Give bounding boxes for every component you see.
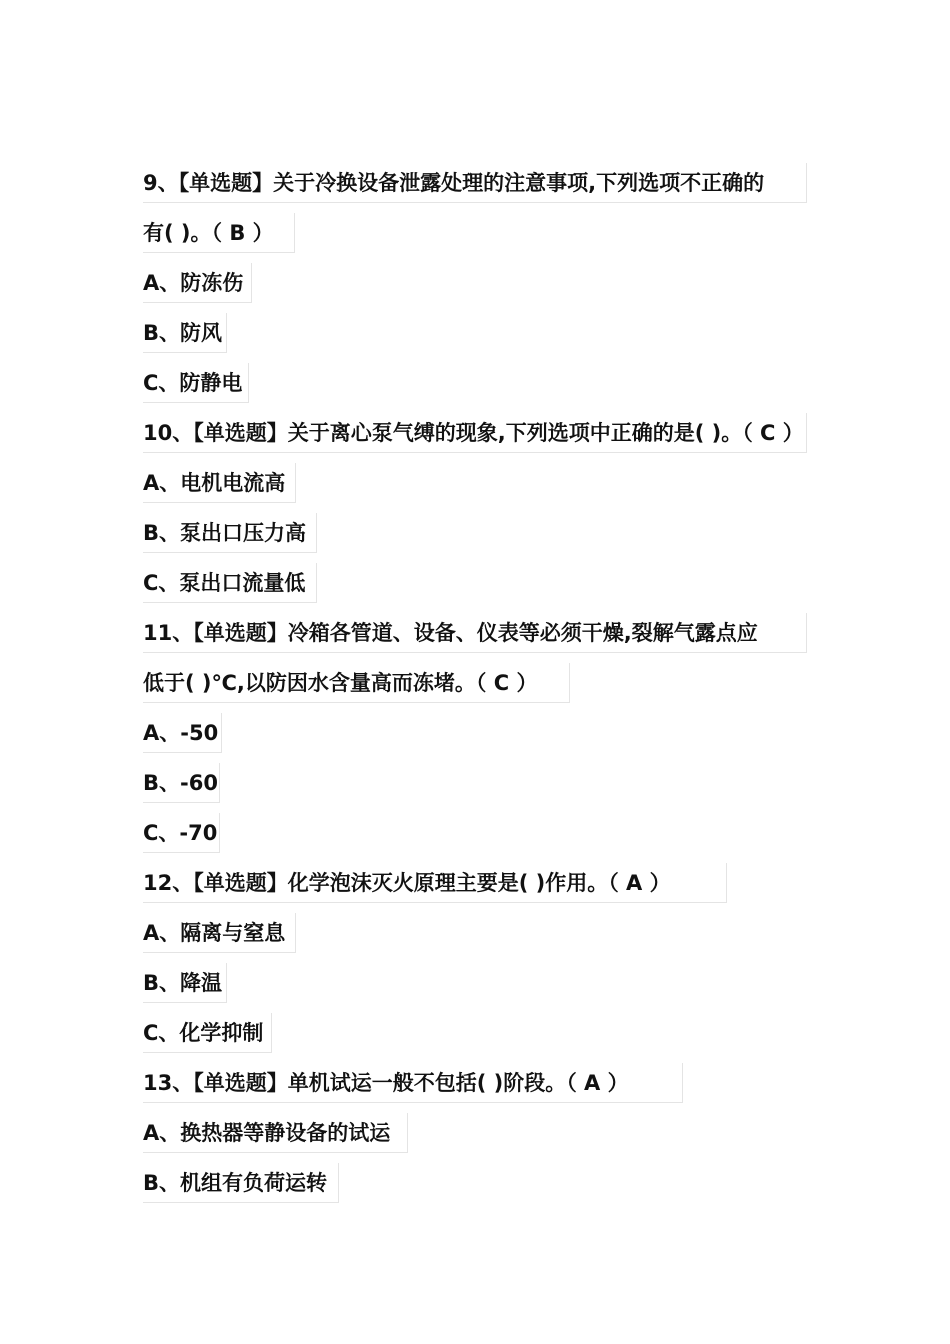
question-10-stem: 10、【单选题】关于离心泵气缚的现象,下列选项中正确的是( )。（ C ） — [143, 413, 807, 453]
question-13-option-b: B、机组有负荷运转 — [143, 1163, 339, 1203]
question-11-stem-line-2: 低于( )℃,以防因水含量高而冻堵。（ C ） — [143, 663, 570, 703]
question-9-option-b: B、防风 — [143, 313, 227, 353]
question-9-stem-line-1: 9、【单选题】关于冷换设备泄露处理的注意事项,下列选项不正确的 — [143, 163, 807, 203]
question-10-option-b: B、泵出口压力高 — [143, 513, 317, 553]
question-13-stem: 13、【单选题】单机试运一般不包括( )阶段。（ A ） — [143, 1063, 683, 1103]
question-10-option-c: C、泵出口流量低 — [143, 563, 317, 603]
question-11-option-c: C、-70 — [143, 813, 220, 853]
question-11-stem-line-1: 11、【单选题】冷箱各管道、设备、仪表等必须干燥,裂解气露点应 — [143, 613, 807, 653]
question-9-option-c: C、防静电 — [143, 363, 249, 403]
question-12-stem: 12、【单选题】化学泡沫灭火原理主要是( )作用。（ A ） — [143, 863, 727, 903]
question-11-option-b: B、-60 — [143, 763, 220, 803]
question-12-option-a: A、隔离与窒息 — [143, 913, 296, 953]
question-12-option-c: C、化学抑制 — [143, 1013, 272, 1053]
question-11-option-a: A、-50 — [143, 713, 222, 753]
question-9-stem-line-2: 有( )。（ B ） — [143, 213, 295, 253]
question-9-option-a: A、防冻伤 — [143, 263, 252, 303]
question-12-option-b: B、降温 — [143, 963, 227, 1003]
question-10-option-a: A、电机电流高 — [143, 463, 296, 503]
question-13-option-a: A、换热器等静设备的试运 — [143, 1113, 408, 1153]
